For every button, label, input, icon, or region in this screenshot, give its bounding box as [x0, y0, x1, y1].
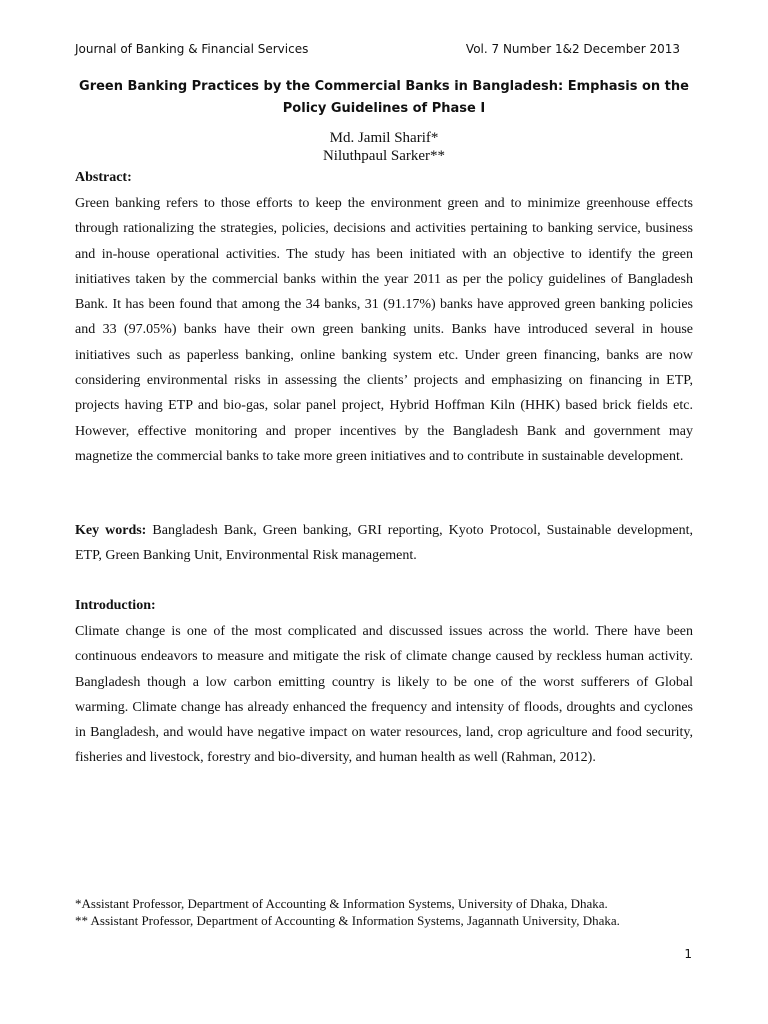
footnote: ** Assistant Professor, Department of Accounting & Information Systems, Jagannath University, Dhaka. — [75, 913, 620, 928]
introduction-heading: Introduction: — [75, 598, 156, 613]
page-number: 1 — [684, 947, 692, 961]
keywords-text: Bangladesh Bank, Green banking, GRI reporting, Kyoto Protocol, Sustainable development, ETP, Green Banking Unit, Environmental Risk management. — [75, 523, 694, 563]
introduction-text: Climate change is one of the most complicated and discussed issues across the world. There have been continuous endeavors to measure and mitigate the risk of climate change caused by reckless human activity. Bangladesh though a low carbon emitting country is likely to be one of the worst sufferers of Global warming. Climate change has already enhanced the frequency and intensity of floods, droughts and cyclones in Bangladesh, and would have negative impact on water resources, land, crop agriculture and food security, fisheries and livestock, forestry and bio-diversity, and human health as well (Rahman, 2012). — [75, 624, 693, 766]
footnotes — [75, 895, 695, 929]
volume-info: Vol. 7 Number 1&2 December 2013 — [465, 42, 680, 56]
paper-title: Green Banking Practices by the Commercial Banks in Bangladesh: Emphasis on the Policy Guidelines of Phase I — [79, 79, 689, 116]
footnote: *Assistant Professor, Department of Accounting & Information Systems, University of Dhaka, Dhaka. — [75, 896, 608, 911]
keywords-label: Key words: — [75, 523, 147, 538]
abstract-text: Green banking refers to those efforts to keep the environment green and to minimize greenhouse effects through rationalizing the strategies, policies, decisions and activities pertaining to banking service, business and in-house operational activities. The study has been initiated with an objective to identify the green initiatives taken by the commercial banks within the year 2011 as per the policy guidelines of Bangladesh Bank. It has been found that among the 34 banks, 31 (91.17%) banks have approved green banking policies and 33 (97.05%) banks have their own green banking units. Banks have introduced several in house initiatives such as paperless banking, online banking system etc. Under green financing, banks are now considering environmental risks in assessing the clients’ projects and emphasizing on financing in ETP, projects having ETP and bio-gas, solar panel project, Hybrid Hoffman Kiln (HHK) based brick fields etc. However, effective monitoring and proper incentives by the Bangladesh Bank and government may magnetize the commercial banks to take more green initiatives and to contribute in sustainable development. — [75, 196, 693, 464]
running-header — [75, 42, 680, 62]
journal-name: Journal of Banking & Financial Services — [75, 42, 309, 56]
abstract-heading: Abstract: — [75, 170, 132, 185]
keywords-paragraph — [75, 518, 693, 568]
author-name: Niluthpaul Sarker** — [322, 148, 446, 164]
author-list — [0, 129, 768, 165]
author-name: Md. Jamil Sharif* — [329, 130, 439, 146]
